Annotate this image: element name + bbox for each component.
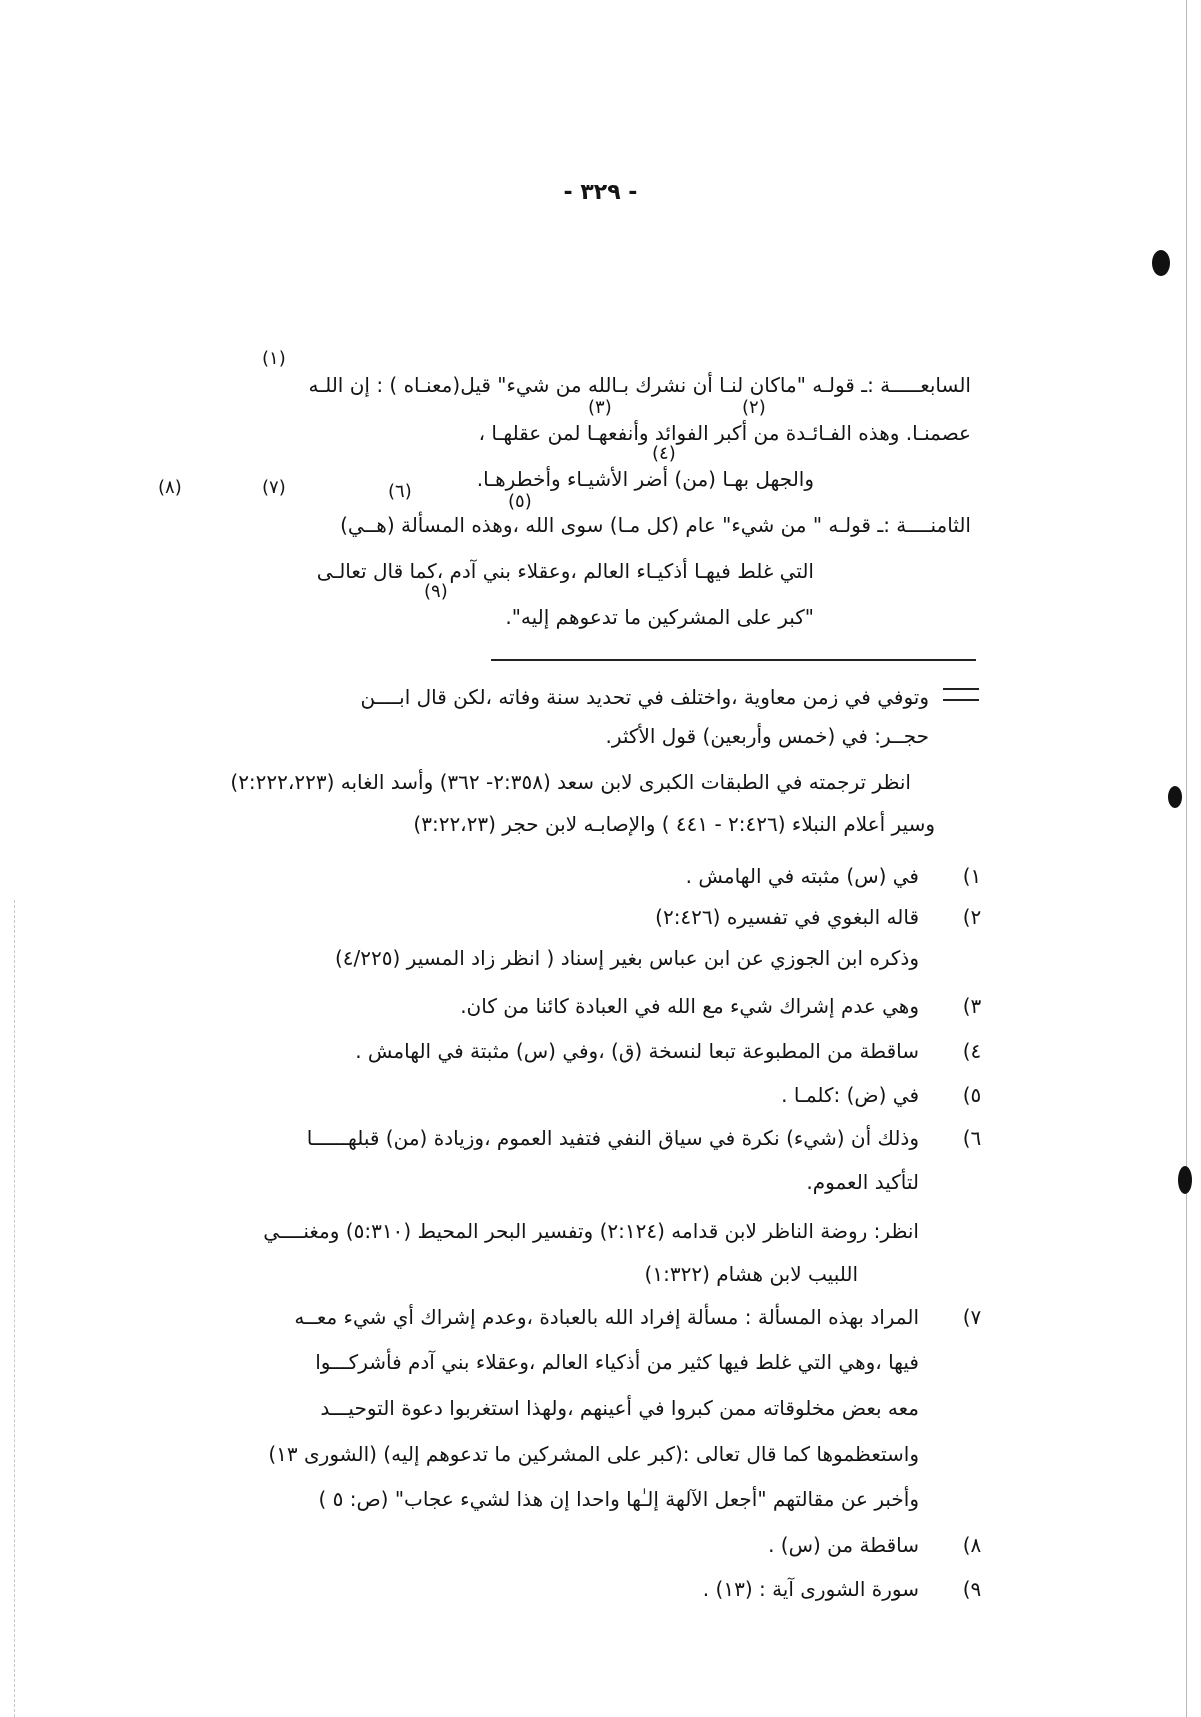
footnote-number: ١) bbox=[962, 864, 982, 888]
footnote-line: انظر: روضة الناظر لابن قدامه (٢:١٢٤) وتفسير البحر المحيط (٥:٣١٠) ومغنــــي bbox=[263, 1219, 919, 1243]
footnote-number: ٦) bbox=[962, 1126, 982, 1150]
main-line: "كبر على المشركين ما تدعوهم إليه". bbox=[505, 605, 814, 629]
footnote-number: ٨) bbox=[962, 1533, 982, 1557]
punch-hole-mark bbox=[1152, 250, 1170, 276]
footnote-line: سورة الشورى آية : (١٣) . bbox=[702, 1577, 919, 1601]
footnote-line: وسير أعلام النبلاء (٢:٤٢٦ - ٤٤١ ) والإصابـه لابن حجر (٣:٢٢،٢٣) bbox=[413, 812, 935, 836]
footnote-number: ٣) bbox=[962, 994, 982, 1018]
footnote-line: وتوفي في زمن معاوية ،واختلف في تحديد سنة وفاته ،لكن قال ابــــن bbox=[360, 685, 929, 709]
main-line: والجهل بهـا (من) أضر الأشيـاء وأخطرهـا. bbox=[476, 467, 814, 491]
footnote-line: ساقطة من (س) . bbox=[768, 1533, 919, 1557]
footnote-number: ٩) bbox=[962, 1577, 982, 1601]
footnote-line: ساقطة من المطبوعة تبعا لنسخة (ق) ،وفي (س) مثبتة في الهامش . bbox=[355, 1039, 919, 1063]
main-line: الثامنــــة :ـ قولـه " من شيء" عام (كل مـا) سوى الله ،وهذه المسألة (هــي) bbox=[340, 513, 971, 537]
left-edge-line bbox=[14, 900, 16, 1717]
note-ref: (٨) bbox=[158, 477, 182, 498]
punch-hole-mark bbox=[1168, 786, 1182, 808]
footnote-line: وهي عدم إشراك شيء مع الله في العبادة كائنا من كان. bbox=[460, 994, 919, 1018]
footnote-number: ٥) bbox=[962, 1083, 982, 1107]
page-number: - ٣٢٩ - bbox=[563, 180, 638, 205]
note-ref: (٣) bbox=[588, 397, 612, 418]
main-line: عصمنـا. وهذه الفـائـدة من أكبر الفوائد وأنفعهـا لمن عقلهـا ، bbox=[478, 421, 971, 445]
note-ref: (٥) bbox=[508, 491, 532, 512]
punch-hole-mark bbox=[1178, 1166, 1192, 1194]
footnote-line: في (س) مثبته في الهامش . bbox=[685, 864, 919, 888]
note-ref: (١) bbox=[262, 348, 286, 369]
footnote-line: وذلك أن (شيء) نكرة في سياق النفي فتفيد العموم ،وزيادة (من) قبلهــــــا bbox=[306, 1126, 919, 1150]
footnote-line: قاله البغوي في تفسيره (٢:٤٢٦) bbox=[655, 905, 919, 929]
footnote-line: في (ض) :كلمـا . bbox=[781, 1083, 919, 1107]
footnote-line: اللبيب لابن هشام (١:٣٢٢) bbox=[644, 1262, 858, 1286]
footnote-number: ٤) bbox=[962, 1039, 982, 1063]
footnote-line: فيها ،وهي التي غلط فيها كثير من أذكياء العالم ،وعقلاء بني آدم فأشركـــوا bbox=[315, 1350, 919, 1374]
footnote-line: المراد بهذه المسألة : مسألة إفراد الله بالعبادة ،وعدم إشراك أي شيء معــه bbox=[294, 1305, 919, 1329]
footnote-line: لتأكيد العموم. bbox=[806, 1170, 919, 1194]
footnote-line: وذكره ابن الجوزي عن ابن عباس بغير إسناد ( انظر زاد المسير (٤/٢٢٥) bbox=[334, 946, 919, 970]
footnote-line: معه بعض مخلوقاته ممن كبروا في أعينهم ،ولهذا استغربوا دعوة التوحيـــد bbox=[320, 1396, 919, 1420]
note-ref: (٦) bbox=[388, 481, 412, 502]
note-ref: (٧) bbox=[262, 477, 286, 498]
note-ref: (٩) bbox=[424, 581, 448, 602]
footnote-number: ٢) bbox=[962, 905, 982, 929]
main-line: السابعـــــة :ـ قولـه "ماكان لنـا أن نشرك بـالله من شيء" قيل(معنـاه ) : إن اللـه bbox=[308, 373, 971, 397]
page-edge-line bbox=[1186, 0, 1187, 1717]
note-ref: (٢) bbox=[742, 397, 766, 418]
footnote-number: ٧) bbox=[962, 1305, 982, 1329]
footnote-line: واستعظموها كما قال تعالى :(كبر على المشركين ما تدعوهم إليه) (الشورى ١٣) bbox=[268, 1442, 919, 1466]
note-ref: (٤) bbox=[652, 443, 676, 464]
equals-mark bbox=[943, 688, 979, 701]
footnote-line: وأخبر عن مقالتهم "أجعل الآلهة إلـٰها واحدا إن هذا لشيء عجاب" (ص: ٥ ) bbox=[318, 1487, 919, 1511]
main-line: التي غلط فيهـا أذكيـاء العالم ،وعقلاء بني آدم ،كما قال تعالـى bbox=[316, 559, 814, 583]
footnote-separator bbox=[491, 659, 976, 661]
footnote-line: انظر ترجمته في الطبقات الكبرى لابن سعد (٢:٣٥٨- ٣٦٢) وأسد الغابه (٢:٢٢٢،٢٢٣) bbox=[230, 770, 911, 794]
footnote-line: حجــر: في (خمس وأربعين) قول الأكثر. bbox=[605, 724, 929, 748]
